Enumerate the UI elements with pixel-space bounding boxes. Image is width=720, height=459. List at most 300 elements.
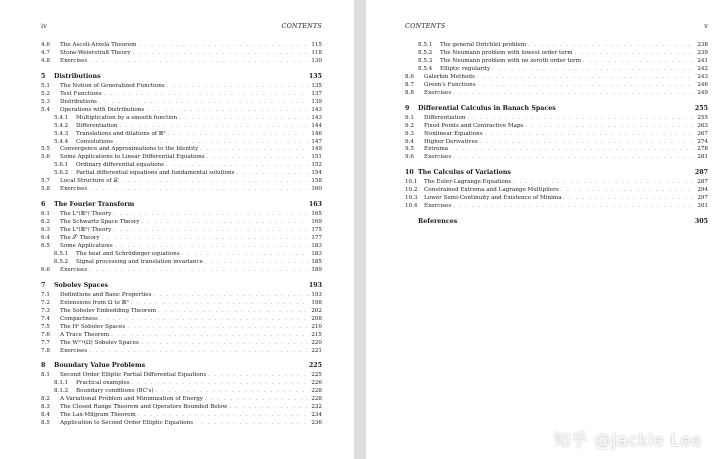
toc-chapter[interactable] (405, 105, 708, 113)
toc-section[interactable] (405, 187, 708, 195)
toc-title: Boundary conditions (BC's) (76, 388, 154, 395)
running-head-page-number: iv (41, 22, 48, 30)
toc-title: The Ascoli-Arzelà Theorem (60, 42, 137, 48)
toc-number: 8.5.1 (418, 42, 433, 48)
toc-number: 7.5 (41, 323, 50, 330)
toc-title: Convolutions (76, 138, 114, 145)
toc-section[interactable] (405, 195, 708, 203)
toc-title: Translations and dilations of ℝᵈ (76, 130, 166, 137)
toc-leader-dots (478, 82, 694, 90)
toc-section[interactable] (405, 179, 708, 187)
toc-chapter[interactable] (41, 282, 322, 290)
toc-number: 9.5 (405, 146, 414, 153)
toc-page-number: 278 (697, 146, 708, 153)
toc-number: 5.4.4 (54, 138, 69, 145)
toc-section[interactable] (405, 203, 708, 211)
toc-number: 5 (41, 72, 46, 80)
toc-page-number: 183 (311, 250, 322, 257)
toc-chapter[interactable] (41, 362, 322, 370)
toc-title: Signal processing and translation invariance (76, 258, 203, 265)
toc-subsection[interactable] (41, 162, 322, 170)
toc-title: Extensions from Ω to ℝᵈ (60, 299, 129, 306)
toc-title: Exercises (424, 89, 452, 96)
toc-page-number: 147 (311, 138, 322, 145)
toc-section[interactable] (41, 42, 322, 50)
toc-page-number: 137 (311, 90, 322, 97)
toc-page-number: 305 (694, 218, 708, 226)
toc-page-number: 185 (311, 258, 322, 265)
toc-page-number: 274 (697, 138, 708, 145)
toc-page-number: 135 (311, 82, 322, 89)
toc-page-number: 165 (311, 211, 322, 218)
toc-leader-dots (141, 340, 308, 348)
toc-number: 8.1 (41, 372, 50, 379)
toc-number: 5.4 (41, 106, 50, 113)
toc-leader-dots (167, 83, 308, 91)
toc-subsection[interactable] (41, 170, 322, 178)
toc-title: Convergence and Approximations to the Identity (60, 146, 199, 153)
toc-leader-dots (146, 107, 308, 115)
toc-chapter[interactable] (405, 218, 708, 226)
toc-page-number: 232 (311, 404, 322, 411)
toc-leader-dots (113, 211, 308, 219)
toc-leader-dots (561, 187, 694, 195)
toc-number: 5.3 (41, 98, 50, 105)
toc-section[interactable] (41, 99, 322, 107)
toc-title: Nonlinear Equations (424, 130, 483, 137)
toc-title: The Notion of Generalized Functions (60, 82, 165, 89)
toc-title: Sobolev Spaces (54, 281, 109, 289)
toc-page-number: 255 (697, 114, 708, 121)
toc-title: Definitions and Basic Properties (60, 291, 152, 298)
toc-title: The Schwartz Space Theory (60, 219, 140, 226)
toc-number: 4.6 (41, 42, 50, 48)
toc-page-number: 115 (311, 42, 322, 48)
toc-page-number: 301 (697, 203, 708, 210)
toc-leader-dots (115, 243, 308, 251)
toc-subsection[interactable] (405, 42, 708, 50)
toc-section[interactable] (41, 420, 322, 428)
toc-page-number: 130 (311, 57, 322, 64)
toc-number: 8.5.2 (418, 49, 433, 56)
toc-number: 7.8 (41, 347, 50, 354)
toc-number: 8.8 (405, 89, 414, 96)
toc-section[interactable] (41, 412, 322, 420)
toc-page-number: 149 (311, 146, 322, 153)
toc-title: Local Structure of 𝒟′ (60, 178, 120, 185)
toc-title: Practical examples (76, 380, 130, 387)
toc-title: Lower Semi-Continuity and Existence of Minima (424, 195, 562, 202)
toc-number: 5.4.3 (54, 130, 69, 137)
toc-section[interactable] (41, 324, 322, 332)
toc-number: 8 (41, 362, 46, 370)
toc-leader-dots (179, 115, 308, 123)
toc-subsection[interactable] (41, 139, 322, 147)
toc-leader-dots (575, 50, 694, 58)
toc-number: 8.5.3 (418, 57, 433, 64)
toc-section[interactable] (405, 82, 708, 90)
toc-leader-dots (153, 292, 308, 300)
toc-page-number: 146 (311, 130, 322, 137)
toc-leader-dots (205, 396, 308, 404)
toc-title: Green's Functions (424, 81, 476, 88)
toc-page-number: 220 (311, 339, 322, 346)
toc-leader-dots (229, 404, 308, 412)
toc-leader-dots (111, 332, 308, 340)
toc-subsection[interactable] (41, 123, 322, 131)
running-head (405, 22, 708, 30)
running-head-title: CONTENTS (405, 22, 446, 30)
toc-leader-dots (200, 146, 308, 154)
toc-leader-dots (89, 348, 308, 356)
toc-section[interactable] (41, 50, 322, 58)
toc-page-number: 158 (311, 178, 322, 185)
toc-page-number: 225 (308, 362, 322, 370)
toc-number: 10 (405, 169, 414, 177)
toc-section[interactable] (41, 211, 322, 219)
toc-number: 7.7 (41, 339, 50, 346)
toc-number: 5.7 (41, 178, 50, 185)
toc-leader-dots (142, 219, 308, 227)
running-head (41, 22, 322, 30)
toc-title: A Variational Problem and Minimization of Energy (60, 396, 203, 403)
toc-page-number: 294 (697, 187, 708, 194)
toc-title: The Hˢ Sobolev Spaces (60, 323, 126, 330)
toc-title: Galerkin Methods (424, 73, 475, 80)
toc-section[interactable] (405, 154, 708, 162)
toc-page-number: 169 (311, 219, 322, 226)
toc-section[interactable] (41, 332, 322, 340)
toc-number: 10.3 (405, 195, 418, 202)
toc-leader-dots (492, 66, 694, 74)
toc-number: 5.6.2 (54, 170, 69, 177)
toc-section[interactable] (41, 154, 322, 162)
toc-title: Exercises (60, 266, 88, 273)
toc-leader-dots (138, 42, 308, 50)
toc-title: Exercises (60, 57, 88, 64)
toc-section[interactable] (41, 58, 322, 66)
toc-page-number: 228 (311, 388, 322, 395)
toc-section[interactable] (405, 74, 708, 82)
toc-title: Second Order Elliptic Partial Differential Equations (60, 372, 207, 379)
toc-section[interactable] (41, 219, 322, 227)
toc-leader-dots (158, 308, 308, 316)
toc-leader-dots (453, 203, 694, 211)
running-head-title: CONTENTS (281, 22, 322, 30)
toc-section[interactable] (41, 372, 322, 380)
toc-title: Differentiation (76, 122, 118, 129)
toc-leader-dots (121, 178, 308, 186)
toc-title: Higher Derivatives (424, 138, 478, 145)
toc-leader-dots (528, 42, 694, 50)
toc-page-number: 246 (697, 81, 708, 88)
toc-section[interactable] (41, 227, 322, 235)
toc-section[interactable] (405, 139, 708, 147)
toc-page-number: 154 (311, 170, 322, 177)
toc-page-number: 152 (311, 162, 322, 169)
toc-number: 7.1 (41, 291, 50, 298)
toc-page-number: 143 (311, 106, 322, 113)
toc-page-number: 193 (308, 281, 322, 289)
running-head-page-number: v (704, 22, 708, 30)
toc-title: The Lax-Milgram Theorem (60, 412, 136, 419)
toc-title: The Neumann problem with lowest order term (440, 49, 573, 56)
toc-title: Exercises (424, 154, 452, 161)
toc-section[interactable] (41, 83, 322, 91)
toc-number: 5.1 (41, 82, 50, 89)
toc-chapter[interactable] (41, 73, 322, 81)
toc-section[interactable] (41, 308, 322, 316)
toc-number: 5.6.1 (54, 162, 69, 169)
toc-title: Some Applications (60, 243, 113, 250)
toc-subsection[interactable] (405, 66, 708, 74)
toc-number: 9.1 (405, 114, 414, 121)
toc-page-number: 243 (697, 73, 708, 80)
toc-page-number: 175 (311, 227, 322, 234)
toc-number: 9.4 (405, 138, 414, 145)
toc-number: 8.6 (405, 73, 414, 80)
toc-title: Fixed Points and Contractive Maps (424, 122, 524, 129)
toc-leader-dots (156, 388, 308, 396)
toc-page-number: 144 (311, 122, 322, 129)
toc-page-number: 210 (311, 323, 322, 330)
right-page (366, 0, 720, 459)
toc-number: 5.4.2 (54, 122, 69, 129)
toc-number: 5.2 (41, 90, 50, 97)
toc-number: 6.3 (41, 227, 50, 234)
toc-subsection[interactable] (41, 251, 322, 259)
toc-page-number: 163 (308, 201, 322, 209)
toc-leader-dots (166, 162, 308, 170)
toc-subsection[interactable] (405, 50, 708, 58)
toc-leader-dots (477, 74, 694, 82)
toc-section[interactable] (41, 316, 322, 324)
toc-number: 8.2 (41, 396, 50, 403)
toc-number: 5.6 (41, 154, 50, 161)
toc-page-number: 118 (311, 49, 322, 56)
toc-page-number: 255 (694, 104, 708, 112)
toc-page-number: 177 (311, 235, 322, 242)
toc-leader-dots (127, 324, 308, 332)
toc-number: 5.5 (41, 146, 50, 153)
toc-leader-dots (99, 99, 308, 107)
toc-leader-dots (525, 123, 694, 131)
toc-leader-dots (89, 267, 308, 275)
toc-section[interactable] (405, 115, 708, 123)
toc-number: 8.4 (41, 412, 50, 419)
toc-section[interactable] (41, 348, 322, 356)
watermark: 知乎 @Jackie Lee (553, 431, 702, 451)
toc-number: 6.5.1 (54, 250, 69, 257)
toc-leader-dots (195, 420, 308, 428)
toc-number: 10.4 (405, 203, 418, 210)
toc-leader-dots (131, 300, 308, 308)
toc-list (405, 42, 708, 226)
toc-page-number: 208 (311, 315, 322, 322)
toc-page-number: 238 (697, 42, 708, 48)
toc-page-number: 249 (697, 89, 708, 96)
toc-number: 9 (405, 104, 410, 112)
toc-leader-dots (208, 372, 308, 380)
toc-title: The Euler-Lagrange Equations (424, 179, 512, 186)
toc-number: 10.1 (405, 179, 418, 186)
toc-page-number: 281 (697, 154, 708, 161)
toc-title: Differential Calculus in Banach Spaces (418, 104, 556, 112)
toc-page-number: 297 (697, 195, 708, 202)
toc-leader-dots (205, 259, 308, 267)
toc-section[interactable] (41, 340, 322, 348)
toc-title: References (418, 218, 458, 226)
toc-number: 9.6 (405, 154, 414, 161)
toc-page-number: 143 (311, 114, 322, 121)
toc-page-number: 263 (697, 122, 708, 129)
toc-subsection[interactable] (41, 388, 322, 396)
toc-number: 5.8 (41, 186, 50, 193)
toc-chapter[interactable] (405, 169, 708, 177)
toc-section[interactable] (405, 123, 708, 131)
toc-page-number: 139 (311, 98, 322, 105)
toc-leader-dots (583, 58, 694, 66)
toc-title: Stone-Weierstraß Theory (60, 49, 131, 56)
toc-number: 6.1 (41, 211, 50, 218)
toc-page-number: 193 (311, 291, 322, 298)
toc-title: The L²(ℝᵈ) Theory (60, 227, 112, 234)
toc-number: 6.6 (41, 266, 50, 273)
toc-section[interactable] (41, 186, 322, 194)
toc-leader-dots (468, 115, 694, 123)
toc-leader-dots (564, 195, 694, 203)
toc-leader-dots (113, 227, 308, 235)
toc-subsection[interactable] (41, 115, 322, 123)
toc-title: A Trace Theorem (60, 331, 110, 338)
toc-page-number: 239 (697, 49, 708, 56)
toc-leader-dots (132, 380, 308, 388)
toc-section[interactable] (405, 131, 708, 139)
toc-title: The 𝒮′ Theory (60, 235, 100, 242)
toc-page-number: 225 (311, 372, 322, 379)
toc-number: 10.2 (405, 187, 418, 194)
toc-number: 6.2 (41, 219, 50, 226)
toc-subsection[interactable] (41, 131, 322, 139)
toc-title: Distributions (54, 72, 101, 80)
toc-section[interactable] (41, 178, 322, 186)
toc-title: Elliptic regularity (440, 65, 491, 72)
toc-section[interactable] (405, 90, 708, 98)
toc-page-number: 242 (697, 65, 708, 72)
toc-page-number: 215 (311, 331, 322, 338)
toc-title: Extrema (424, 146, 449, 153)
toc-number: 6 (41, 201, 46, 209)
toc-section[interactable] (41, 267, 322, 275)
toc-number: 8.5.4 (418, 65, 433, 72)
toc-leader-dots (102, 235, 308, 243)
toc-number: 8.7 (405, 81, 414, 88)
toc-number: 5.4.1 (54, 114, 69, 121)
toc-page-number: 236 (311, 420, 322, 427)
toc-title: The general Dirichlet problem (440, 42, 527, 48)
toc-subsection[interactable] (41, 259, 322, 267)
toc-page-number: 226 (311, 380, 322, 387)
toc-title: Exercises (424, 203, 452, 210)
toc-leader-dots (207, 154, 308, 162)
toc-number: 6.5.2 (54, 258, 69, 265)
toc-title: The Sobolev Embedding Theorem (60, 307, 157, 314)
toc-page-number: 228 (311, 396, 322, 403)
toc-title: Exercises (60, 186, 88, 193)
toc-section[interactable] (41, 396, 322, 404)
toc-leader-dots (485, 131, 694, 139)
toc-title: The L¹(ℝᵈ) Theory (60, 211, 112, 218)
toc-number: 8.3 (41, 404, 50, 411)
toc-list (41, 42, 322, 428)
toc-number: 6.5 (41, 243, 50, 250)
toc-section[interactable] (41, 146, 322, 154)
toc-number: 9.2 (405, 122, 414, 129)
toc-title: The Closed Range Theorem and Operators Bounded Below (60, 404, 228, 411)
toc-title: Ordinary differential equations (76, 162, 165, 169)
toc-number: 9.3 (405, 130, 414, 137)
toc-number: 7.2 (41, 299, 50, 306)
toc-section[interactable] (41, 404, 322, 412)
toc-title: Constrained Extrema and Lagrange Multipliers (424, 187, 559, 194)
toc-title: The Fourier Transform (54, 201, 135, 209)
toc-page-number: 287 (697, 179, 708, 186)
toc-subsection[interactable] (405, 58, 708, 66)
toc-leader-dots (453, 90, 694, 98)
toc-title: The Calculus of Variations (418, 169, 511, 177)
toc-leader-dots (453, 154, 694, 162)
toc-section[interactable] (41, 243, 322, 251)
toc-section[interactable] (41, 107, 322, 115)
toc-number: 7.4 (41, 315, 50, 322)
toc-number: 8.5 (41, 420, 50, 427)
toc-page-number: 135 (308, 72, 322, 80)
toc-section[interactable] (41, 235, 322, 243)
toc-page-number: 221 (311, 347, 322, 354)
toc-title: The Neumann problem with no zeroth order term (440, 57, 582, 64)
toc-title: Multiplication by a smooth function (76, 114, 178, 121)
toc-title: Compactness (60, 315, 98, 322)
toc-leader-dots (182, 251, 308, 259)
toc-page-number: 287 (694, 169, 708, 177)
toc-page-number: 183 (311, 243, 322, 250)
toc-leader-dots (168, 131, 308, 139)
toc-leader-dots (133, 50, 308, 58)
toc-leader-dots (89, 58, 308, 66)
toc-leader-dots (89, 186, 308, 194)
toc-page-number: 234 (311, 412, 322, 419)
toc-title: Test Functions (60, 90, 102, 97)
toc-title: Partial differential equations and fundamental solutions (76, 170, 235, 177)
toc-leader-dots (120, 123, 308, 131)
toc-leader-dots (115, 139, 308, 147)
toc-number: 7.6 (41, 331, 50, 338)
toc-page-number: 189 (311, 266, 322, 273)
toc-page-number: 198 (311, 299, 322, 306)
toc-leader-dots (480, 139, 694, 147)
toc-number: 8.1.2 (54, 388, 69, 395)
toc-section[interactable] (405, 146, 708, 154)
toc-page-number: 151 (311, 154, 322, 161)
toc-number: 7.3 (41, 307, 50, 314)
toc-page-number: 202 (311, 307, 322, 314)
toc-section[interactable] (41, 300, 322, 308)
toc-section[interactable] (41, 91, 322, 99)
toc-title: Boundary Value Problems (54, 362, 146, 370)
toc-number: 8.1.1 (54, 380, 69, 387)
toc-chapter[interactable] (41, 201, 322, 209)
toc-section[interactable] (41, 292, 322, 300)
